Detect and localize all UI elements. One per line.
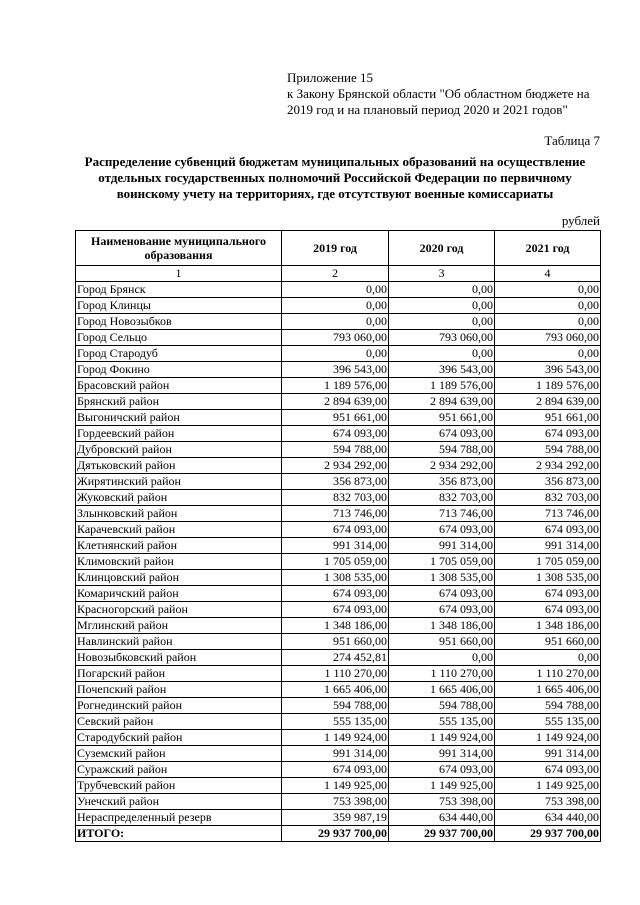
cell-2021: 793 060,00: [495, 330, 601, 346]
table-row: [76, 394, 601, 410]
cell-2019: 29 937 700,00: [282, 826, 389, 842]
cell-name: Севский район: [76, 714, 282, 730]
table-row: [76, 458, 601, 474]
cell-2021: 0,00: [495, 298, 601, 314]
cell-2019: 832 703,00: [282, 490, 389, 506]
title-line-2: отдельных государственных полномочий Российской Федерации по первичному: [98, 170, 572, 185]
cell-name: Город Новозыбков: [76, 314, 282, 330]
cell-name: Город Фокино: [76, 362, 282, 378]
table-row: [76, 346, 601, 362]
cell-name: Клетнянский район: [76, 538, 282, 554]
cell-2019: 356 873,00: [282, 474, 389, 490]
table-row: [76, 282, 601, 298]
cell-name: Злынковский район: [76, 506, 282, 522]
cell-2019: 951 660,00: [282, 634, 389, 650]
cell-2021: 2 934 292,00: [495, 458, 601, 474]
cell-2021: 951 661,00: [495, 410, 601, 426]
cell-2019: 1 308 535,00: [282, 570, 389, 586]
cell-name: ИТОГО:: [76, 826, 282, 842]
title-line-1: Распределение субвенций бюджетам муниципальных образований на осуществление: [84, 154, 586, 169]
cell-2021: 1 705 059,00: [495, 554, 601, 570]
annex-header: [287, 70, 590, 118]
cell-name: Трубчевский район: [76, 778, 282, 794]
cell-2019: 0,00: [282, 346, 389, 362]
table-row: [76, 378, 601, 394]
cell-2021: 0,00: [495, 282, 601, 298]
cell-name: Красногорский район: [76, 602, 282, 618]
cell-2020: 0,00: [389, 282, 495, 298]
cell-name: Карачевский район: [76, 522, 282, 538]
column-number: 1: [76, 266, 282, 282]
cell-2021: 674 093,00: [495, 586, 601, 602]
cell-2019: 674 093,00: [282, 586, 389, 602]
cell-2020: 832 703,00: [389, 490, 495, 506]
cell-name: Жуковский район: [76, 490, 282, 506]
cell-2019: 1 149 924,00: [282, 730, 389, 746]
cell-name: Брасовский район: [76, 378, 282, 394]
cell-name: Стародубский район: [76, 730, 282, 746]
cell-2019: 1 149 925,00: [282, 778, 389, 794]
cell-2021: 674 093,00: [495, 522, 601, 538]
cell-2019: 991 314,00: [282, 746, 389, 762]
table-row: [76, 778, 601, 794]
table-row: [76, 314, 601, 330]
cell-2020: 594 788,00: [389, 442, 495, 458]
cell-2020: 0,00: [389, 314, 495, 330]
cell-2019: 1 705 059,00: [282, 554, 389, 570]
cell-name: Мглинский район: [76, 618, 282, 634]
cell-2021: 594 788,00: [495, 442, 601, 458]
cell-2019: 594 788,00: [282, 698, 389, 714]
cell-2021: 594 788,00: [495, 698, 601, 714]
cell-name: Рогнединский район: [76, 698, 282, 714]
cell-2020: 951 661,00: [389, 410, 495, 426]
cell-2019: 674 093,00: [282, 602, 389, 618]
cell-name: Унечский район: [76, 794, 282, 810]
cell-name: Город Стародуб: [76, 346, 282, 362]
cell-2019: 793 060,00: [282, 330, 389, 346]
cell-name: Навлинский район: [76, 634, 282, 650]
cell-name: Брянский район: [76, 394, 282, 410]
cell-2021: 1 189 576,00: [495, 378, 601, 394]
column-number-row: [76, 266, 601, 282]
cell-name: Город Брянск: [76, 282, 282, 298]
table-row: [76, 538, 601, 554]
cell-2021: 674 093,00: [495, 762, 601, 778]
cell-2020: 1 665 406,00: [389, 682, 495, 698]
cell-2019: 991 314,00: [282, 538, 389, 554]
cell-name: Суражский район: [76, 762, 282, 778]
cell-2020: 1 149 924,00: [389, 730, 495, 746]
table-row: [76, 698, 601, 714]
cell-2019: 0,00: [282, 314, 389, 330]
table-row: [76, 682, 601, 698]
table-row: [76, 666, 601, 682]
table-row: [76, 442, 601, 458]
cell-2020: 1 149 925,00: [389, 778, 495, 794]
cell-2020: 674 093,00: [389, 762, 495, 778]
subsidy-table: [75, 230, 601, 842]
cell-2019: 396 543,00: [282, 362, 389, 378]
cell-2019: 274 452,81: [282, 650, 389, 666]
cell-name: Жирятинский район: [76, 474, 282, 490]
cell-name: Дубровский район: [76, 442, 282, 458]
table-row: [76, 426, 601, 442]
cell-name: Клинцовский район: [76, 570, 282, 586]
header-2021: 2021 год: [495, 231, 601, 266]
cell-2021: 674 093,00: [495, 602, 601, 618]
cell-2019: 555 135,00: [282, 714, 389, 730]
cell-2021: 1 348 186,00: [495, 618, 601, 634]
cell-name: Гордеевский район: [76, 426, 282, 442]
cell-2020: 1 110 270,00: [389, 666, 495, 682]
cell-2021: 1 665 406,00: [495, 682, 601, 698]
table-row: [76, 570, 601, 586]
cell-name: Комаричский район: [76, 586, 282, 602]
table-row: [76, 762, 601, 778]
cell-2021: 1 149 925,00: [495, 778, 601, 794]
cell-2021: 951 660,00: [495, 634, 601, 650]
cell-2020: 356 873,00: [389, 474, 495, 490]
cell-2019: 2 934 292,00: [282, 458, 389, 474]
cell-2020: 793 060,00: [389, 330, 495, 346]
cell-2021: 991 314,00: [495, 538, 601, 554]
cell-2020: 0,00: [389, 346, 495, 362]
column-number: 2: [282, 266, 389, 282]
cell-2020: 674 093,00: [389, 586, 495, 602]
table-row: [76, 554, 601, 570]
cell-2020: 634 440,00: [389, 810, 495, 826]
table-row: [76, 506, 601, 522]
cell-2020: 674 093,00: [389, 602, 495, 618]
cell-2020: 1 308 535,00: [389, 570, 495, 586]
table-row: [76, 298, 601, 314]
table-row: [76, 362, 601, 378]
cell-2020: 29 937 700,00: [389, 826, 495, 842]
table-row: [76, 634, 601, 650]
table-row: [76, 490, 601, 506]
table-row: [76, 586, 601, 602]
cell-name: Город Сельцо: [76, 330, 282, 346]
cell-name: Погарский район: [76, 666, 282, 682]
header-2019: 2019 год: [282, 231, 389, 266]
cell-2019: 951 661,00: [282, 410, 389, 426]
cell-2020: 753 398,00: [389, 794, 495, 810]
cell-2021: 713 746,00: [495, 506, 601, 522]
cell-2021: 634 440,00: [495, 810, 601, 826]
document-title: [70, 154, 600, 202]
cell-2020: 0,00: [389, 650, 495, 666]
cell-2019: 713 746,00: [282, 506, 389, 522]
units-label: рублей: [561, 213, 600, 228]
cell-name: Новозыбковский район: [76, 650, 282, 666]
cell-name: Почепский район: [76, 682, 282, 698]
cell-2019: 1 348 186,00: [282, 618, 389, 634]
cell-2020: 991 314,00: [389, 746, 495, 762]
column-number: 3: [389, 266, 495, 282]
cell-2019: 1 189 576,00: [282, 378, 389, 394]
cell-2019: 674 093,00: [282, 762, 389, 778]
cell-2019: 359 987,19: [282, 810, 389, 826]
annex-line-1: Приложение 15: [287, 70, 374, 85]
cell-2019: 0,00: [282, 282, 389, 298]
cell-2020: 555 135,00: [389, 714, 495, 730]
cell-2021: 396 543,00: [495, 362, 601, 378]
cell-2021: 555 135,00: [495, 714, 601, 730]
cell-2020: 2 934 292,00: [389, 458, 495, 474]
header-2020: 2020 год: [389, 231, 495, 266]
cell-2019: 0,00: [282, 298, 389, 314]
header-name: Наименование муниципального образования: [76, 231, 282, 266]
annex-line-2: к Закону Брянской области "Об областном бюджете на: [287, 86, 590, 101]
cell-2020: 674 093,00: [389, 426, 495, 442]
cell-2020: 951 660,00: [389, 634, 495, 650]
cell-name: Город Клинцы: [76, 298, 282, 314]
cell-name: Климовский район: [76, 554, 282, 570]
cell-2020: 991 314,00: [389, 538, 495, 554]
cell-name: Выгоничский район: [76, 410, 282, 426]
cell-2020: 1 348 186,00: [389, 618, 495, 634]
cell-2021: 753 398,00: [495, 794, 601, 810]
cell-2021: 1 149 924,00: [495, 730, 601, 746]
cell-2020: 594 788,00: [389, 698, 495, 714]
cell-2020: 396 543,00: [389, 362, 495, 378]
cell-name: Нераспределенный резерв: [76, 810, 282, 826]
cell-2021: 0,00: [495, 314, 601, 330]
table-row: [76, 522, 601, 538]
cell-2020: 1 189 576,00: [389, 378, 495, 394]
cell-name: Суземский район: [76, 746, 282, 762]
table-row: [76, 746, 601, 762]
cell-2021: 356 873,00: [495, 474, 601, 490]
cell-2021: 0,00: [495, 346, 601, 362]
cell-2021: 832 703,00: [495, 490, 601, 506]
table-row: [76, 714, 601, 730]
cell-2021: 1 110 270,00: [495, 666, 601, 682]
table-row: [76, 730, 601, 746]
table-row: [76, 410, 601, 426]
column-number: 4: [495, 266, 601, 282]
cell-2019: 594 788,00: [282, 442, 389, 458]
cell-2019: 1 665 406,00: [282, 682, 389, 698]
cell-2021: 2 894 639,00: [495, 394, 601, 410]
cell-2019: 674 093,00: [282, 522, 389, 538]
table-header-row: [76, 231, 601, 266]
table-row: [76, 794, 601, 810]
cell-2020: 1 705 059,00: [389, 554, 495, 570]
cell-2019: 1 110 270,00: [282, 666, 389, 682]
cell-2020: 2 894 639,00: [389, 394, 495, 410]
total-row: [76, 826, 601, 842]
annex-line-3: 2019 год и на плановый период 2020 и 2021 годов": [287, 102, 568, 117]
table-row: [76, 330, 601, 346]
cell-2019: 2 894 639,00: [282, 394, 389, 410]
table-row: [76, 810, 601, 826]
table-row: [76, 650, 601, 666]
cell-2019: 753 398,00: [282, 794, 389, 810]
table-row: [76, 474, 601, 490]
cell-2021: 991 314,00: [495, 746, 601, 762]
cell-2021: 674 093,00: [495, 426, 601, 442]
cell-2021: 29 937 700,00: [495, 826, 601, 842]
cell-name: Дятьковский район: [76, 458, 282, 474]
cell-2020: 713 746,00: [389, 506, 495, 522]
title-line-3: воинскому учету на территориях, где отсутствуют военные комиссариаты: [116, 186, 554, 201]
table-row: [76, 602, 601, 618]
table-label: Таблица 7: [544, 133, 600, 148]
cell-2021: 0,00: [495, 650, 601, 666]
cell-2020: 674 093,00: [389, 522, 495, 538]
cell-2021: 1 308 535,00: [495, 570, 601, 586]
cell-2019: 674 093,00: [282, 426, 389, 442]
cell-2020: 0,00: [389, 298, 495, 314]
table-row: [76, 618, 601, 634]
